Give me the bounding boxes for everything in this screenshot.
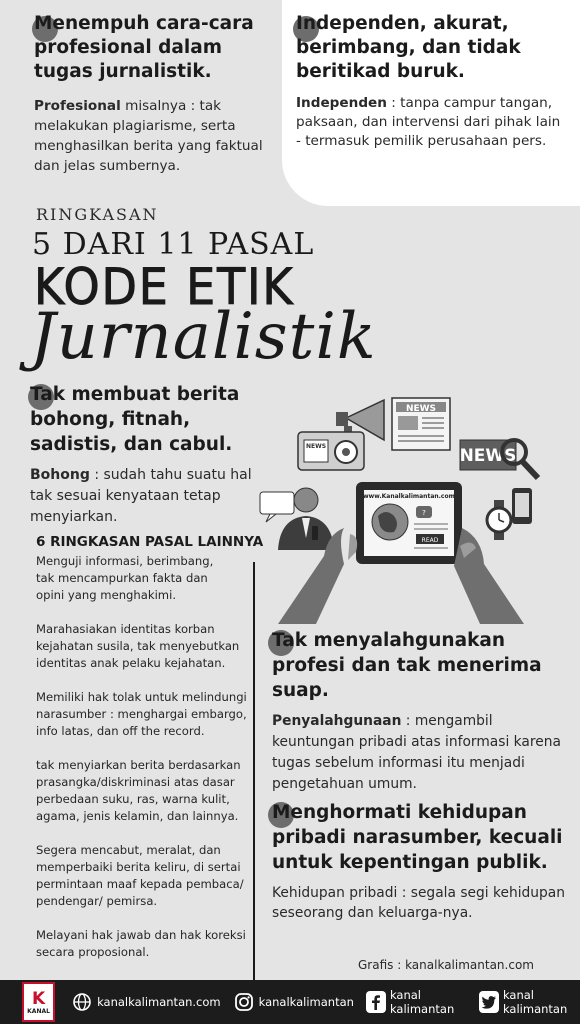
list-item: Melayani hak jawab dan hak koreksi secara proposional. [36,928,246,959]
credit-text: Grafis : kanalkalimantan.com [358,958,534,972]
svg-text:?: ? [422,509,426,517]
instagram-label: kanalkalimantan [258,995,354,1009]
news-illustration [256,388,572,628]
list-item: Menguji informasi, berimbang, tak mencampurkan fakta dan opini yang menghakimi. [36,554,214,602]
section-penyalahgunaan [272,628,570,795]
section-body [272,711,570,795]
news-label: NEWS [305,443,327,450]
list-title: 6 RINGKASAN PASAL LAINNYA [36,534,264,550]
term: Penyalahgunaan [272,713,402,729]
section-independen [296,12,566,151]
section-body [34,96,279,176]
tablet-icon [356,482,462,564]
facebook-label: kanal kalimantan [389,988,455,1016]
section-kehidupan-pribadi [272,800,570,923]
news-label: NEWS [405,404,437,414]
website-label: kanalkalimantan.com [97,995,221,1009]
twitter-label: kanal kalimantan [502,988,568,1016]
instagram-icon [233,991,255,1013]
section-profesional [34,12,279,176]
list-item: Segera mencabut, meralat, dan memperbaiki berita keliru, di sertai permintaan maaf kepada pembaca/ pendengar/ pemirsa. [36,843,244,908]
term-description: : sudah tahu suatu hal tak sesuai kenyataan tetap menyiarkan. [30,467,252,525]
facebook-icon [366,991,386,1013]
term-description: misalnya : tak melakukan plagiarisme, serta menghasilkan berita yang faktual dan jelas sumbernya. [34,98,263,174]
kanal-logo[interactable] [22,982,55,1022]
section-body: Kehidupan pribadi : segala segi kehidupan seseorang dan keluarga-nya. [272,885,565,921]
logo-letter: K [31,988,46,1009]
section-bohong [30,382,258,528]
divider-line [253,562,255,980]
footer-bar [0,980,580,1024]
globe-icon [71,991,93,1013]
list-item: Memiliki hak tolak untuk melindungi narasumber : menghargai embargo, info latas, dan off the record. [36,690,247,738]
title-pasal: 5 DARI 11 PASAL [32,227,315,262]
term: Independen [296,95,387,111]
title-ringkasan: RINGKASAN [36,205,159,224]
radio-icon [298,432,364,470]
section-heading: Menempuh cara-cara profesional dalam tugas jurnalistik. [34,13,254,82]
news-magnifier-icon [460,440,538,478]
term: Bohong [30,467,90,483]
title-kode-etik: KODE ETIK [34,258,295,316]
twitter-link[interactable] [479,988,580,1016]
section-heading: Menghormati kehidupan pribadi narasumber, kecuali untuk kepentingan publik. [272,802,563,873]
term-description: : mengambil keuntungan pribadi atas informasi karena tugas sebelum informasi itu menjadi pengetahuan umum. [272,713,561,792]
speech-bubble-icon [260,492,294,522]
logo-text: KANAL [27,1007,50,1015]
section-heading: Tak menyalahgunakan profesi dan tak menerima suap. [272,630,542,701]
news-label: NEWS [459,446,517,466]
instagram-link[interactable] [233,991,354,1013]
newspaper-icon [392,398,450,450]
list-item: Marahasiakan identitas korban kejahatan susila, tak menyebutkan identitas anak pelaku kejahatan. [36,622,240,670]
website-link[interactable] [71,991,221,1013]
read-button-label: READ [421,537,439,544]
section-body [30,465,258,528]
facebook-link[interactable] [366,988,467,1016]
term-description: : tanpa campur tangan, paksaan, dan intervensi dari pihak lain - termasuk pemilik perusahaan pers. [296,95,561,149]
twitter-icon [479,991,499,1013]
website-label: www.Kanalkalimantan.com [363,493,455,500]
section-body [296,94,566,151]
watch-icon [487,500,511,540]
list-item: tak menyiarkan berita berdasarkan prasangka/diskriminasi atas dasar perbedaan suku, ras, warna kulit, agama, jenis kelamin, dan lainnya. [36,758,241,823]
title-jurnalistik: Jurnalistik [30,300,377,374]
term: Profesional [34,98,121,114]
section-heading: Tak membuat berita bohong, fitnah, sadistis, dan cabul. [30,384,240,455]
phone-icon [512,488,532,524]
other-articles-list [36,553,251,978]
section-heading: Independen, akurat, berimbang, dan tidak beritikad buruk. [296,13,521,82]
